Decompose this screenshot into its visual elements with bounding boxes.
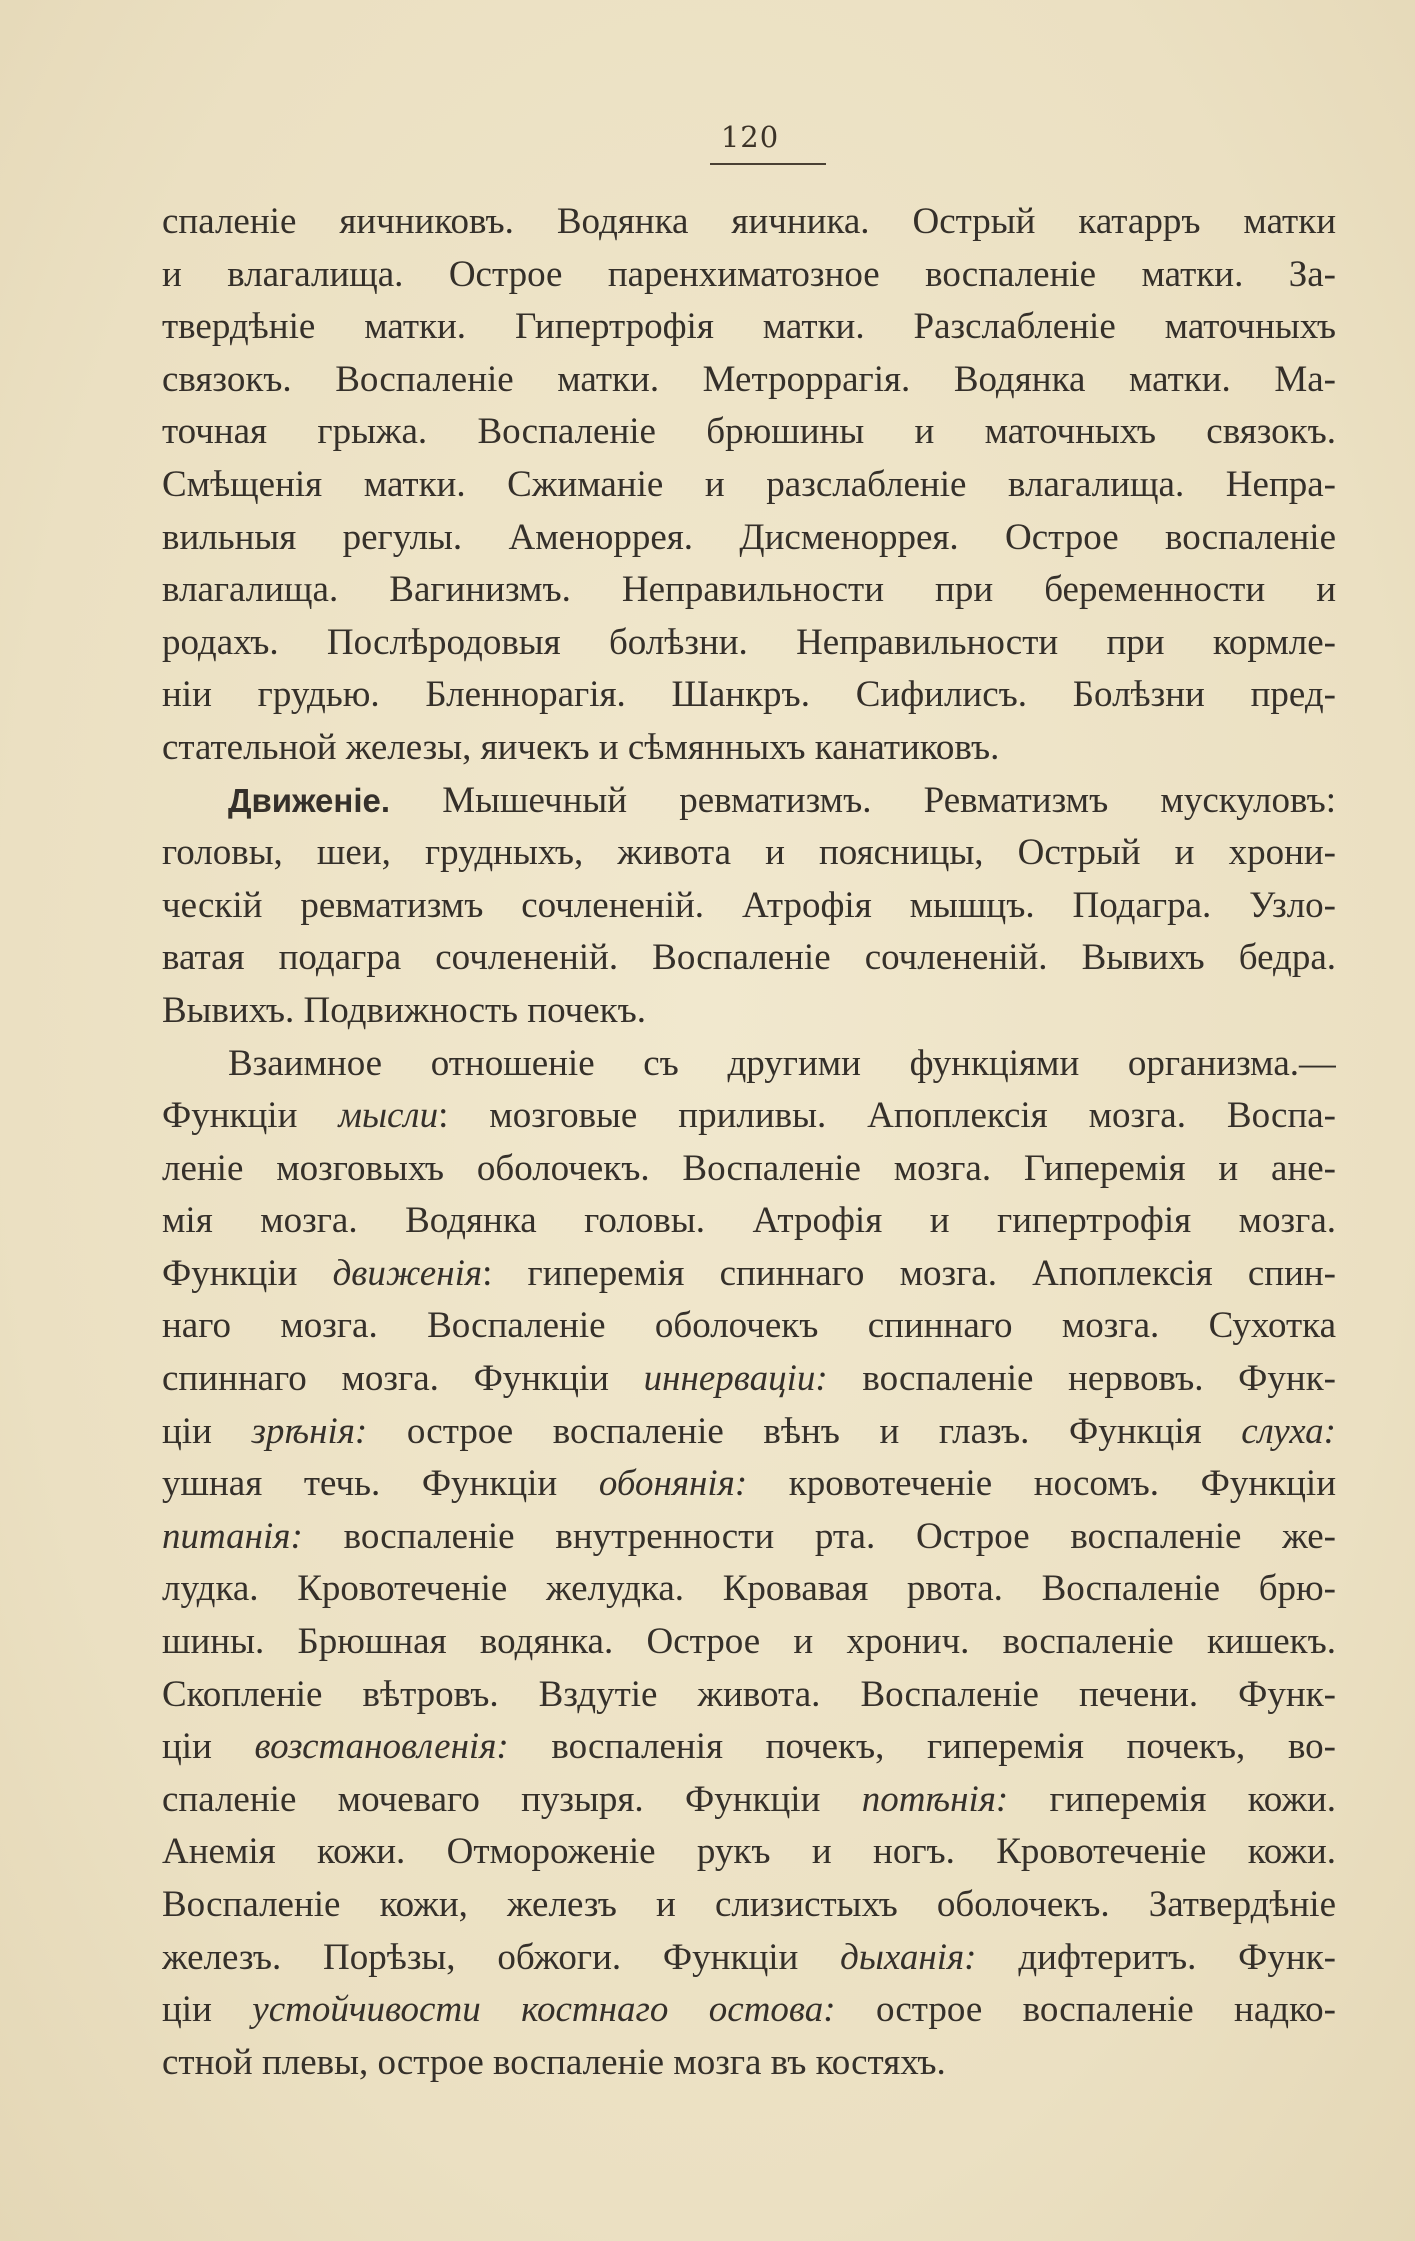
text-line [162, 354, 1336, 407]
text-line [162, 932, 1336, 985]
text-line [162, 827, 1336, 880]
line-text: вильныя регулы. Аменоррея. Дисменоррея. Острое воспаленіе [162, 516, 1336, 558]
line-text: : гиперемія спиннаго мозга. Апоплексія спин- [482, 1252, 1336, 1294]
function-term: зрѣнія: [251, 1410, 368, 1452]
text-line [162, 1038, 1336, 1091]
text-line [162, 1984, 1336, 2037]
line-text: ческій ревматизмъ сочлененій. Атрофія мышцъ. Подагра. Узло- [162, 884, 1336, 926]
line-text: воспаленія почекъ, гиперемія почекъ, во- [508, 1726, 1336, 1768]
line-text: гиперемія кожи. [1008, 1778, 1336, 1820]
body-text [162, 196, 1336, 2089]
line-text: дифтеритъ. Функ- [976, 1936, 1336, 1978]
text-line [162, 512, 1336, 565]
text-line [162, 1511, 1336, 1564]
line-text: наго мозга. Воспаленіе оболочекъ спиннаго мозга. Сухотка [162, 1305, 1336, 1347]
line-text: влагалища. Вагинизмъ. Неправильности при беременности и [162, 569, 1336, 611]
text-line [162, 1195, 1336, 1248]
line-text: шины. Брюшная водянка. Острое и хронич. воспаленіе кишекъ. [162, 1621, 1336, 1663]
line-text: воспаленіе внутренности рта. Острое воспаленіе же- [302, 1515, 1336, 1557]
line-text: : мозговые приливы. Апоплексія мозга. Воспа- [438, 1095, 1336, 1137]
line-text: острое воспаленіе надко- [835, 1989, 1336, 2031]
text-line [162, 1932, 1336, 1985]
text-line [162, 1458, 1336, 1511]
text-line [162, 669, 1336, 722]
function-term: питанія: [162, 1515, 303, 1557]
text-line [162, 985, 1336, 1038]
text-line [162, 1300, 1336, 1353]
text-line [162, 196, 1336, 249]
text-line [162, 249, 1336, 302]
text-line [162, 1248, 1336, 1301]
line-text: Взаимное отношеніе съ другими функціями организма.— [228, 1042, 1336, 1084]
line-text: стной плевы, острое воспаленіе мозга въ костяхъ. [162, 2041, 946, 2083]
page-number-rule [710, 163, 826, 165]
text-line [162, 1616, 1336, 1669]
line-text: твердѣніе матки. Гипертрофія матки. Разслабленіе маточныхъ [162, 306, 1336, 348]
line-text: ціи [162, 1989, 253, 2031]
text-line [162, 1774, 1336, 1827]
line-text: ватая подагра сочлененій. Воспаленіе сочлененій. Вывихъ бедра. [162, 937, 1336, 979]
text-line [162, 406, 1336, 459]
line-text: Воспаленіе кожи, железъ и слизистыхъ оболочекъ. Затвердѣніе [162, 1884, 1336, 1925]
line-text: Мышечный ревматизмъ. Ревматизмъ мускуловъ: [390, 779, 1336, 821]
text-line [162, 722, 1336, 775]
line-text: родахъ. Послѣродовыя болѣзни. Неправильности при кормле- [162, 621, 1336, 663]
line-text: воспаленіе нервовъ. Функ- [827, 1358, 1336, 1400]
line-text: спиннаго мозга. Функціи [162, 1358, 644, 1400]
line-text: мія мозга. Водянка головы. Атрофія и гипертрофія мозга. [162, 1200, 1336, 1242]
line-text: Функціи [162, 1252, 333, 1294]
function-term: дыханія: [840, 1936, 977, 1978]
function-term: слуха: [1241, 1410, 1336, 1452]
text-line [162, 775, 1336, 828]
page-number: 120 [720, 120, 780, 154]
line-text: ніи грудью. Бленнорагія. Шанкръ. Сифилисъ. Болѣзни пред- [162, 674, 1336, 716]
line-text: связокъ. Воспаленіе матки. Метроррагія. Водянка матки. Ма- [162, 358, 1336, 400]
text-line [162, 617, 1336, 670]
text-line [162, 301, 1336, 354]
function-term: движенія [332, 1252, 483, 1294]
line-text: Смѣщенія матки. Сжиманіе и разслабленіе влагалища. Непра- [162, 463, 1336, 505]
line-text: острое воспаленіе вѣнъ и глазъ. Функція [367, 1410, 1242, 1452]
function-term: возстановленія: [254, 1726, 509, 1768]
text-line [162, 459, 1336, 512]
text-line [162, 1353, 1336, 1406]
line-text: точная грыжа. Воспаленіе брюшины и маточныхъ связокъ. [162, 411, 1336, 453]
text-line [162, 1879, 1336, 1932]
text-line [162, 1143, 1336, 1196]
function-term: иннерваціи: [643, 1358, 828, 1400]
line-text: Функціи [162, 1095, 339, 1137]
line-text: спаленіе мочеваго пузыря. Функціи [162, 1778, 862, 1820]
text-line [162, 1406, 1336, 1459]
text-line [162, 1563, 1336, 1616]
line-text: железъ. Порѣзы, обжоги. Функціи [162, 1936, 841, 1978]
line-text: кровотеченіе носомъ. Функціи [747, 1463, 1336, 1505]
line-text: Скопленіе вѣтровъ. Вздутіе живота. Воспаленіе печени. Функ- [162, 1673, 1336, 1715]
line-text: Вывихъ. Подвижность почекъ. [162, 989, 647, 1031]
section-heading: Движеніе. [228, 781, 391, 819]
text-line [162, 1826, 1336, 1879]
text-line [162, 1669, 1336, 1722]
line-text: лудка. Кровотеченіе желудка. Кровавая рвота. Воспаленіе брю- [162, 1568, 1336, 1610]
text-line [162, 564, 1336, 617]
line-text: и влагалища. Острое паренхиматозное воспаленіе матки. За- [162, 253, 1336, 295]
function-term: устойчивости костнаго остова: [252, 1989, 836, 2031]
text-line [162, 1721, 1336, 1774]
function-term: мысли [338, 1095, 439, 1137]
function-term: потѣнія: [861, 1778, 1009, 1820]
line-text: Анемія кожи. Отмороженіе рукъ и ногъ. Кровотеченіе кожи. [162, 1831, 1336, 1873]
line-text: спаленіе яичниковъ. Водянка яичника. Острый катарръ матки [162, 201, 1336, 242]
text-line [162, 1090, 1336, 1143]
line-text: ціи [162, 1410, 252, 1452]
line-text: леніе мозговыхъ оболочекъ. Воспаленіе мозга. Гиперемія и ане- [162, 1147, 1336, 1189]
function-term: обонянія: [598, 1463, 748, 1505]
line-text: стательной железы, яичекъ и сѣмянныхъ канатиковъ. [162, 726, 1000, 768]
line-text: ушная течь. Функціи [162, 1463, 599, 1505]
line-text: головы, шеи, грудныхъ, живота и поясницы, Острый и хрони- [162, 832, 1336, 874]
text-line [162, 880, 1336, 933]
line-text: ціи [162, 1726, 255, 1768]
text-line [162, 2037, 1336, 2090]
